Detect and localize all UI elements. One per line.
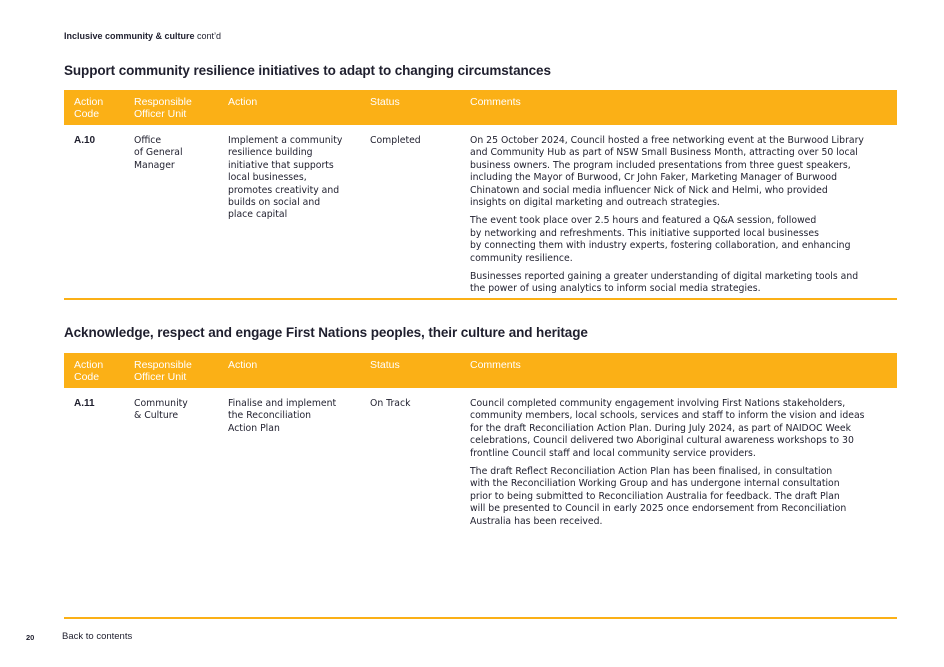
action-code: A.11 <box>74 398 95 409</box>
comment-paragraph: The draft Reflect Reconciliation Action Plan has been finalised, in consultation with the Reconciliation Working Group and has undergone internal consultation prior to being submitted to Reconciliation Australia for feedback. The draft Plan will be presented to Council in early 2025 once endorsement from Reconciliation Australia has been received. <box>470 466 847 527</box>
table-row <box>64 125 897 300</box>
bottom-divider <box>64 617 897 619</box>
table-header <box>64 353 897 388</box>
comment-paragraph: Council completed community engagement involving First Nations stakeholders, community members, local schools, services and staff to inform the vision and ideas for the draft Reconciliation Action Plan. During July 2024, as part of NAIDOC Week celebrations, Council delivered two Aboriginal cultural awareness workshops to 30 frontline Council staff and local community service providers. <box>470 398 865 459</box>
col-header-responsible-unit: Responsible Officer Unit <box>134 96 192 120</box>
status-value: Completed <box>370 135 421 146</box>
actions-table-resilience <box>64 90 897 300</box>
col-header-responsible-unit: Responsible Officer Unit <box>134 359 192 383</box>
col-header-action-code: Action Code <box>74 359 104 383</box>
status-value: On Track <box>370 398 411 409</box>
responsible-unit: Office of General Manager <box>134 135 183 171</box>
actions-table-first-nations <box>64 353 897 527</box>
comments <box>470 135 894 296</box>
comments <box>470 398 894 528</box>
col-header-action: Action <box>228 359 258 371</box>
row-divider <box>64 298 897 300</box>
action-code: A.10 <box>74 135 96 146</box>
running-header-suffix: cont’d <box>197 31 222 41</box>
running-header <box>64 31 221 41</box>
col-header-status: Status <box>370 359 400 371</box>
running-header-section: Inclusive community & culture <box>64 31 195 41</box>
table-header <box>64 90 897 125</box>
action-description: Finalise and implement the Reconciliation Action Plan <box>228 398 337 434</box>
section-title-first-nations: Acknowledge, respect and engage First Nations peoples, their culture and heritage <box>64 325 588 340</box>
section-title-resilience: Support community resilience initiatives to adapt to changing circumstances <box>64 63 551 78</box>
page-number: 20 <box>26 633 35 642</box>
col-header-comments: Comments <box>470 96 521 108</box>
action-description: Implement a community resilience building initiative that supports local businesses, promotes creativity and builds on social and place capital <box>228 135 343 221</box>
comment-paragraph: On 25 October 2024, Council hosted a free networking event at the Burwood Library and Community Hub as part of NSW Small Business Month, attracting over 50 local business owners. The program included presentations from three guest speakers, including the Mayor of Burwood, Cr John Faker, Marketing Manager of Burwood Chinatown and social media influencer Nick of Nick and Helmi, who provided insights on digital marketing and outreach strategies. <box>470 135 864 209</box>
comment-paragraph: Businesses reported gaining a greater understanding of digital marketing tools and the power of using analytics to inform social media strategies. <box>470 271 859 295</box>
col-header-action-code: Action Code <box>74 96 104 120</box>
comment-paragraph: The event took place over 2.5 hours and featured a Q&A session, followed by networking and refreshments. This initiative supported local businesses by connecting them with industry experts, fostering collaboration, and enhancing community resilience. <box>470 215 851 264</box>
col-header-action: Action <box>228 96 258 108</box>
col-header-status: Status <box>370 96 400 108</box>
responsible-unit: Community & Culture <box>134 398 188 422</box>
back-to-contents-link[interactable]: Back to contents <box>62 631 133 642</box>
col-header-comments: Comments <box>470 359 521 371</box>
